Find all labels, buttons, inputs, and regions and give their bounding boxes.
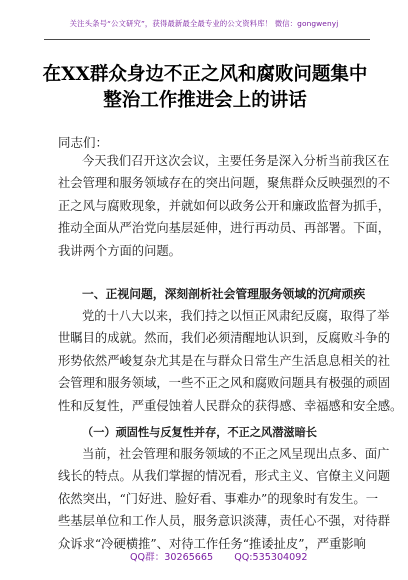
text-line: 当前，社会管理和服务领域的不正之风呈现出点多、面广 [82,447,390,461]
header-divider [44,39,370,40]
text-line: 世瞩目的成就。然而，我们必须清醒地认识到，反腐败斗争的 [58,331,391,346]
text-line: 今天我们召开这次会议，主要任务是深入分析当前我区在 [82,154,390,168]
text-line: 形势依然严峻复杂尤其是在与群众日常生产生活息息相关的社 [58,353,391,368]
section-heading-1: 一、正视问题，深刻剖析社会管理服务领域的沉疴顽疾 [82,287,366,301]
text-line: 社会管理和服务领域存在的突出问题，聚焦群众反映强烈的不 [58,176,391,191]
footer-contacts [130,549,325,563]
salutation: 同志们： [58,135,109,150]
text-line: 我讲两个方面的问题。 [58,243,181,258]
header-banner: 关注头条号“公文研究”，获得最新最全最专业的公文资料库！ 微信：gongwenyj [69,19,339,28]
subsection-heading-1: （一）顽固性与反复性并存，不正之风潜滋暗长 [82,426,317,439]
title-line-2: 整治工作推进会上的讲话 [103,90,307,111]
footer-qq: QQ:535304092 [234,552,308,563]
title-line-1: 在XX群众身边不正之风和腐败问题集中 [42,64,368,85]
page-title [40,62,370,114]
text-line: 依然突出，“门好进、脸好看、事难办”的现象时有发生。一 [58,491,378,506]
text-line: 正之风与腐败现象，并就如何以政务公开和廉政监督为抓手， [58,198,391,213]
text-line: 线长的特点。从我们掌握的情况看，形式主义、官僚主义问题 [58,469,391,484]
text-line: 些基层单位和工作人员，服务意识淡薄，责任心不强，对待群 [58,514,391,529]
subsection1-paragraph [58,443,391,555]
intro-paragraph [58,150,391,262]
text-line: 党的十八大以来，我们持之以恒正风肃纪反腐，取得了举 [82,309,390,323]
footer-qq-group: QQ群：30265665 [130,552,214,563]
text-line: 会管理和服务领域，一些不正之风和腐败问题具有极强的顽固 [58,376,391,391]
section1-paragraph [58,305,403,417]
text-line: 推动全面从严治党向基层延伸，进行再动员、再部署。下面， [58,221,391,236]
text-line: 性和反复性，严重侵蚀着人民群众的获得感、幸福感和安全感。 [58,398,403,413]
text-line: 众诉求“冷硬横推”、对待工作任务“推诿扯皮”，严重影响 [58,536,366,551]
